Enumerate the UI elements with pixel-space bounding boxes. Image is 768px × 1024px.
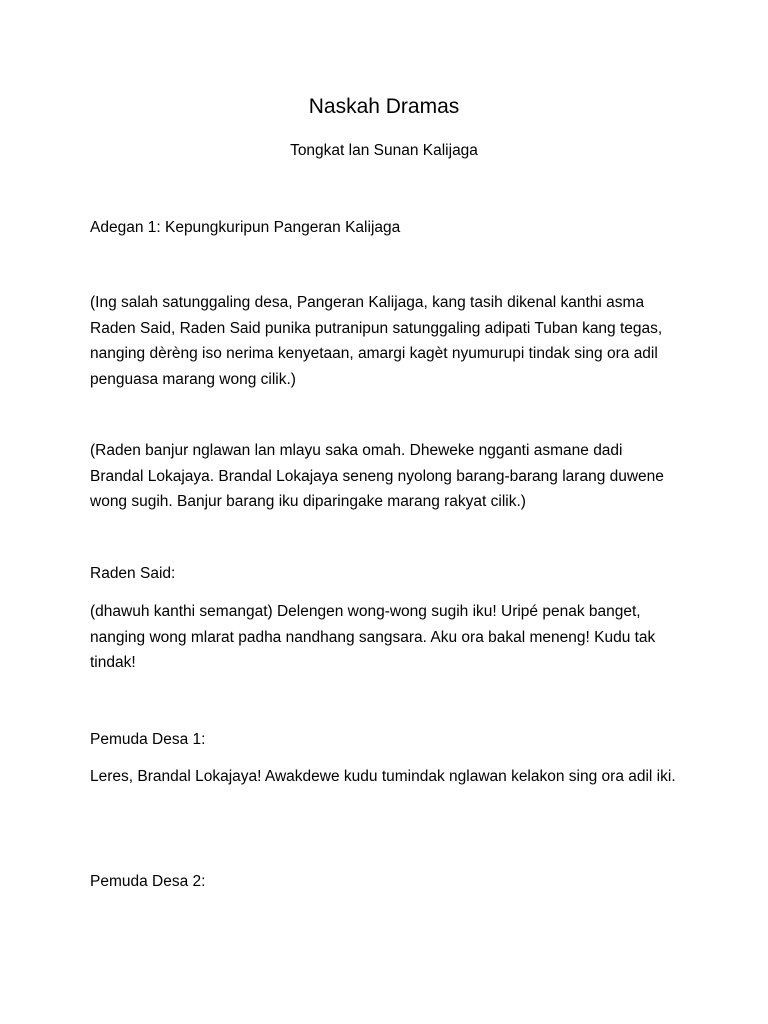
narration-paragraph-2: (Raden banjur nglawan lan mlayu saka omah. Dheweke ngganti asmane dadi Brandal Lokajaya. Brandal Lokajaya seneng nyolong barang-barang larang duwene wong sugih. Banjur barang iku diparingake marang rakyat cilik.) xyxy=(90,442,664,510)
document-subtitle: Tongkat lan Sunan Kalijaga xyxy=(290,142,478,159)
narration-paragraph-1: (Ing salah satunggaling desa, Pangeran Kalijaga, kang tasih dikenal kanthi asma Raden Said, Raden Said punika putranipun satunggaling adipati Tuban kang tegas, nanging dèrèng iso nerima kenyetaan, amargi kagèt nyumurupi tindak sing ora adil penguasa marang wong cilik.) xyxy=(90,294,663,388)
dialogue-raden-said: (dhawuh kanthi semangat) Delengen wong-wong sugih iku! Uripé penak banget, nanging wong mlarat padha nandhang sangsara. Aku ora bakal meneng! Kudu tak tindak! xyxy=(90,603,656,671)
document-title: Naskah Dramas xyxy=(308,95,460,118)
speaker-label-raden-said: Raden Said: xyxy=(90,565,176,582)
speaker-label-pemuda-desa-1: Pemuda Desa 1: xyxy=(90,731,206,748)
speaker-label-pemuda-desa-2: Pemuda Desa 2: xyxy=(90,873,206,890)
scene-heading: Adegan 1: Kepungkuripun Pangeran Kalijaga xyxy=(90,219,401,236)
dialogue-pemuda-desa-1: Leres, Brandal Lokajaya! Awakdewe kudu tumindak nglawan kelakon sing ora adil iki. xyxy=(90,768,676,785)
